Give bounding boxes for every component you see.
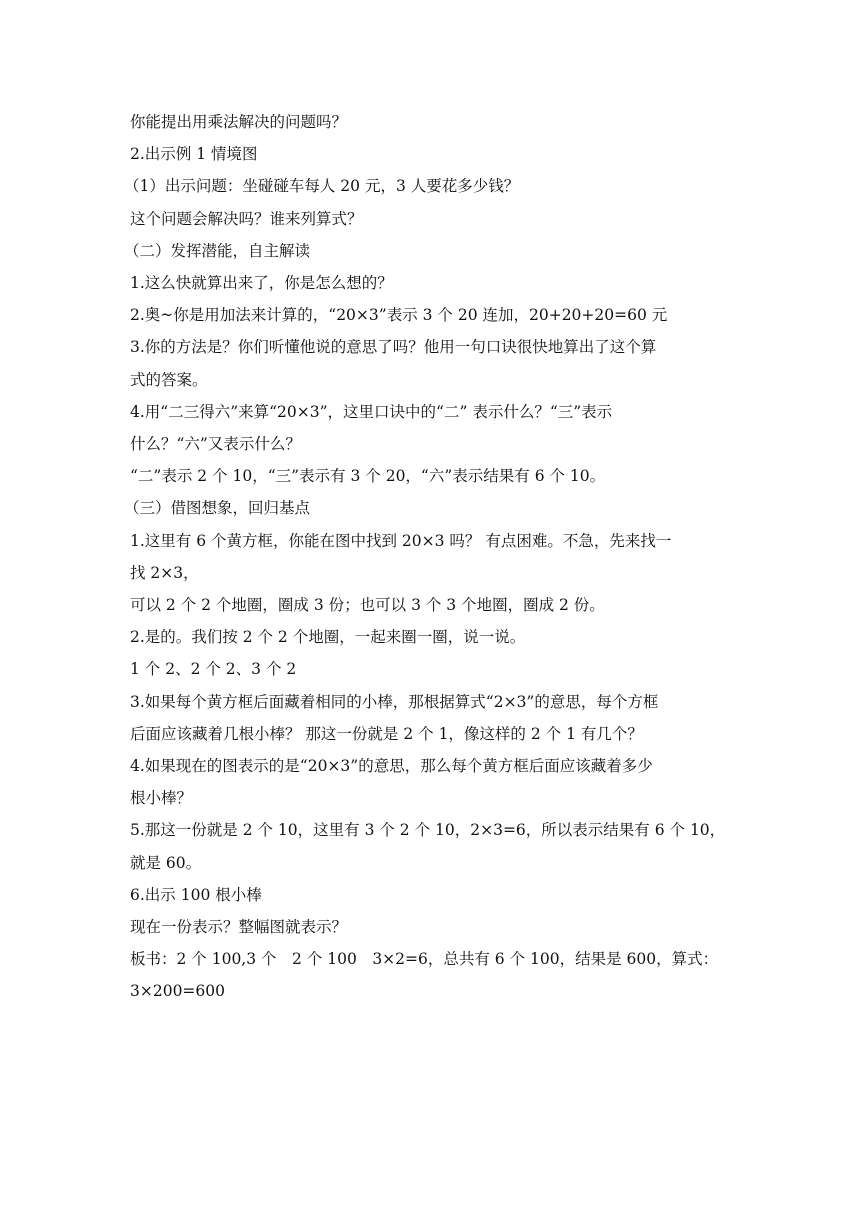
text-line: 什么？“六”又表示什么？ bbox=[130, 435, 301, 454]
text-line: 6.出示 100 根小棒 bbox=[130, 885, 262, 904]
text-line: 4.用“二三得六”来算“20×3”，这里口诀中的“二” 表示什么？“三”表示 bbox=[130, 402, 613, 421]
text-line: 2.是的。我们按 2 个 2 个地圈，一起来圈一圈，说一说。 bbox=[130, 628, 526, 647]
text-line: “二”表示 2 个 10，“三”表示有 3 个 20，“六”表示结果有 6 个 10。 bbox=[130, 467, 606, 486]
section-heading: （二）发挥潜能，自主解读 bbox=[124, 241, 311, 260]
text-line: （1）出示问题：坐碰碰车每人 20 元，3 人要花多少钱？ bbox=[124, 177, 520, 196]
text-line: 1.这里有 6 个黄方框，你能在图中找到 20×3 吗？ 有点困难。不急，先来找一 bbox=[130, 531, 672, 550]
text-line: 根小棒？ bbox=[130, 789, 193, 808]
text-line: 4.如果现在的图表示的是“20×3”的意思，那么每个黄方框后面应该藏着多少 bbox=[130, 757, 653, 776]
text-line: 现在一份表示？整幅图就表示？ bbox=[130, 918, 348, 937]
text-line: 后面应该藏着几根小棒？ 那这一份就是 2 个 1，像这样的 2 个 1 有几个？ bbox=[130, 724, 643, 743]
text-line: 2.出示例 1 情境图 bbox=[130, 145, 258, 164]
text-line: 找 2×3， bbox=[130, 563, 199, 582]
text-line: 2.奥~你是用加法来计算的，“20×3”表示 3 个 20 连加，20+20+20=60 元 bbox=[130, 306, 668, 325]
text-line: 1.这么快就算出来了，你是怎么想的？ bbox=[130, 274, 393, 293]
text-line: 式的答案。 bbox=[130, 370, 208, 389]
text-line: 可以 2 个 2 个地圈，圈成 3 份；也可以 3 个 3 个地圈，圈成 2 份。 bbox=[130, 596, 605, 615]
text-line: 这个问题会解决吗？谁来列算式？ bbox=[130, 209, 363, 228]
text-line: 3.如果每个黄方框后面藏着相同的小棒，那根据算式“2×3”的意思，每个方框 bbox=[130, 692, 659, 711]
text-line: 3×200=600 bbox=[130, 982, 226, 1001]
document-body bbox=[124, 106, 734, 1008]
text-line: 就是 60。 bbox=[130, 853, 202, 872]
text-line: 你能提出用乘法解决的问题吗？ bbox=[130, 113, 348, 131]
section-heading: （三）借图想象，回归基点 bbox=[124, 499, 311, 518]
text-line: 板书：2 个 100,3 个 2 个 100 3×2=6，总共有 6 个 100，结果是 600，算式： bbox=[130, 950, 719, 969]
text-line: 3.你的方法是？你们听懂他说的意思了吗？他用一句口诀很快地算出了这个算 bbox=[130, 338, 657, 357]
text-line: 5.那这一份就是 2 个 10，这里有 3 个 2 个 10，2×3=6，所以表示结果有 6 个 10， bbox=[130, 821, 726, 840]
text-line: 1 个 2、2 个 2、3 个 2 bbox=[130, 660, 297, 679]
